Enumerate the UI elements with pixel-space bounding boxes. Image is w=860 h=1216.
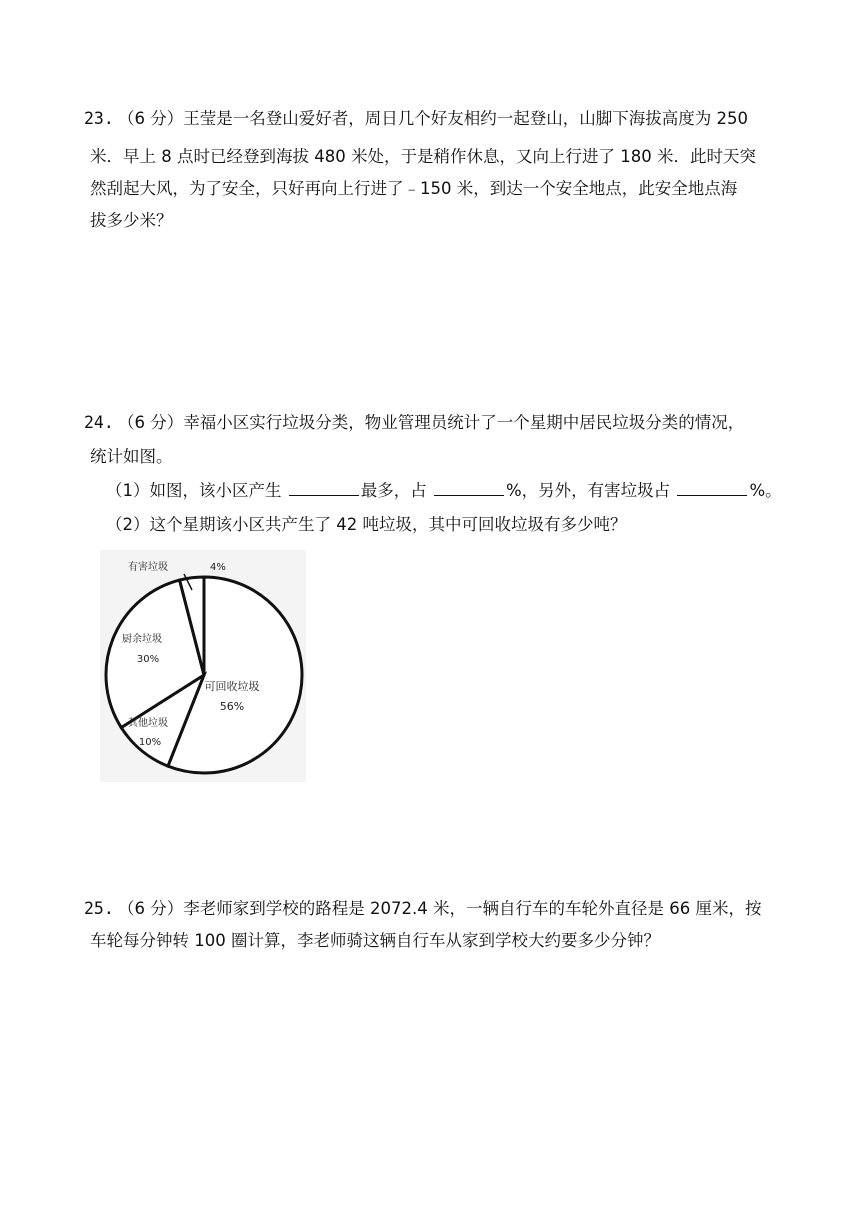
slice-value-label: 56% <box>219 700 245 713</box>
pie-chart <box>100 550 306 782</box>
question-text-line: 然刮起大风，为了安全，只好再向上行进了﹣150 米，到达一个安全地点，此安全地点海 <box>90 179 738 198</box>
subquestion-text: %，另外，有害垃圾占 <box>506 481 676 500</box>
subquestion-2: （2）这个星期该小区共产生了 42 吨垃圾，其中可回收垃圾有多少吨？ <box>106 515 627 534</box>
question-text-line: （6 分）李老师家到学校的路程是 2072.4 米，一辆自行车的车轮外直径是 66 厘米，按 <box>118 899 762 918</box>
question-text-line: 统计如图。 <box>90 447 173 466</box>
slice-value-label: 4% <box>210 562 226 573</box>
question-number: 24. <box>84 413 114 432</box>
slice-label: 厨余垃圾 <box>122 634 162 645</box>
answer-blank[interactable] <box>677 481 747 496</box>
question-text-line: 拔多少米？ <box>90 211 173 230</box>
question-text-line: （6 分）幸福小区实行垃圾分类，物业管理员统计了一个星期中居民垃圾分类的情况， <box>118 413 745 432</box>
question-text-line: 米．早上 8 点时已经登到海拔 480 米处，于是稍作休息，又向上行进了 180 米．此时天突 <box>90 147 756 166</box>
answer-blank[interactable] <box>289 481 359 496</box>
question-number: 23. <box>84 109 114 128</box>
question-number: 25. <box>84 899 114 918</box>
slice-label: 有害垃圾 <box>128 562 168 573</box>
question-text-line: 车轮每分钟转 100 圈计算，李老师骑这辆自行车从家到学校大约要多少分钟？ <box>90 931 660 950</box>
slice-value-label: 10% <box>138 737 162 748</box>
subquestion-text: 最多，占 <box>360 481 432 500</box>
slice-label: 可回收垃圾 <box>204 680 260 693</box>
answer-blank[interactable] <box>434 481 504 496</box>
subquestion-text: （1）如图，该小区产生 <box>106 481 287 500</box>
slice-label: 其他垃圾 <box>128 718 168 729</box>
subquestion-text: %。 <box>749 481 782 500</box>
slice-value-label: 30% <box>136 654 160 665</box>
subquestion-1 <box>106 480 782 502</box>
question-text-line: （6 分）王莹是一名登山爱好者，周日几个好友相约一起登山，山脚下海拔高度为 250 <box>118 109 748 128</box>
